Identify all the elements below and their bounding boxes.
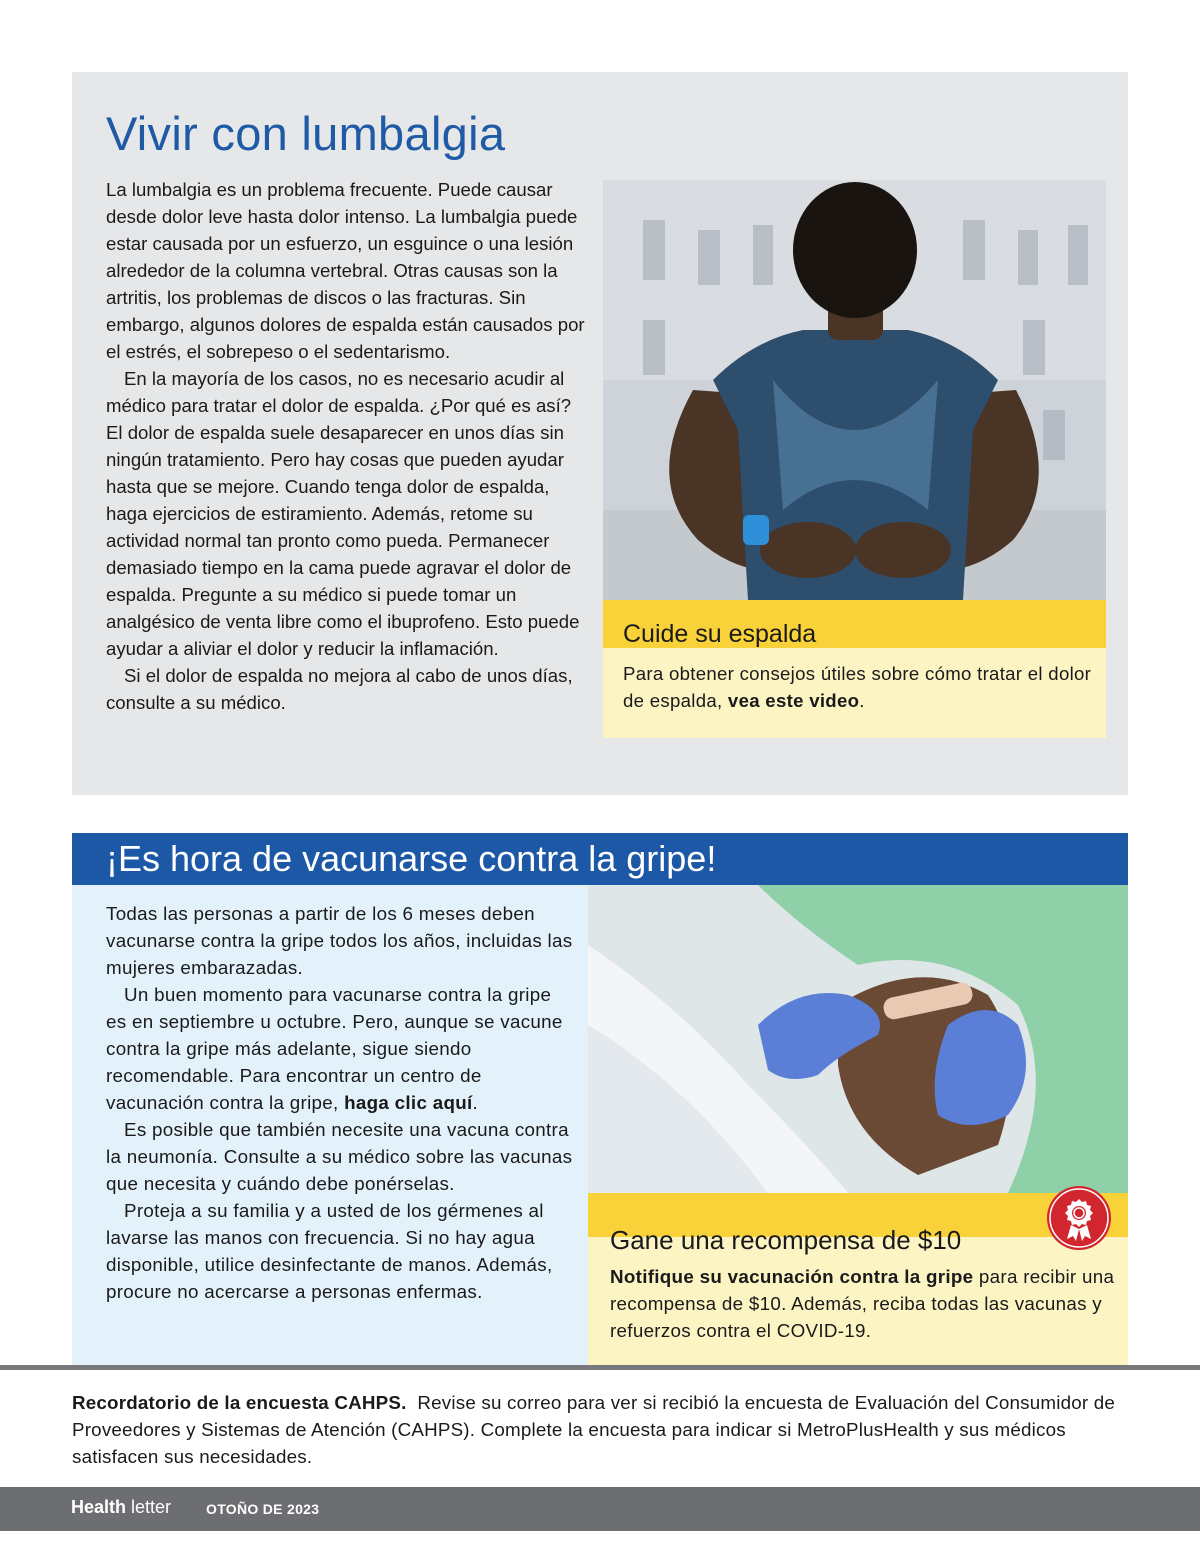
tip-text <box>623 660 1093 714</box>
reward-text-rest: para recibir una recompensa de $10. Además, reciba todas las vacunas y refuerzos contra el COVID-19. <box>610 1266 1115 1341</box>
lumbar-title: Vivir con lumbalgia <box>106 107 506 160</box>
watch-video-link[interactable]: vea este video <box>727 690 860 711</box>
lumbar-section <box>72 72 1128 795</box>
lumbar-body <box>106 176 590 716</box>
reward-box <box>588 1193 1128 1365</box>
flu-paragraph-4: Proteja a su familia y a usted de los gérmenes al lavarse las manos con frecuencia. Si no hay agua disponible, utilice desinfectante de manos. Además, procure no acercarse a personas enfermas. <box>106 1200 553 1302</box>
flu-title: ¡Es hora de vacunarse contra la gripe! <box>106 838 717 879</box>
section-divider <box>0 1365 1200 1370</box>
footer-brand-bold: Health <box>71 1497 127 1517</box>
tip-title: Cuide su espalda <box>623 620 817 648</box>
lumbar-paragraph-3: Si el dolor de espalda no mejora al cabo de unos días, consulte a su médico. <box>106 665 573 713</box>
vaccination-illustration <box>588 885 1128 1193</box>
award-ribbon-icon <box>1046 1185 1112 1251</box>
page-footer <box>0 1487 1200 1531</box>
flu-paragraph-3: Es posible que también necesite una vacuna contra la neumonía. Consulte a su médico sobre las vacunas que necesita y cuándo debe ponérselas. <box>106 1119 573 1194</box>
flu-body <box>106 900 576 1305</box>
tip-text-end: . <box>859 690 865 711</box>
vaccination-photo <box>588 885 1128 1193</box>
reward-text <box>610 1263 1115 1344</box>
flu-banner <box>72 833 1128 885</box>
back-pain-illustration <box>603 180 1106 600</box>
cahps-text: Revise su correo para ver si recibió la encuesta de Evaluación del Consumidor de Proveedores y Sistemas de Atención (CAHPS). Complete la encuesta para indicar si MetroPlusHealth y sus médicos satisfacen sus necesidades. <box>72 1392 1116 1467</box>
back-pain-photo <box>603 180 1106 600</box>
cahps-reminder <box>72 1389 1128 1470</box>
reward-title: Gane una recompensa de $10 <box>610 1225 962 1255</box>
flu-paragraph-2 <box>106 981 576 1116</box>
flu-paragraph-2-end: . <box>472 1092 479 1113</box>
find-vaccine-center-link[interactable]: haga clic aquí <box>344 1092 473 1113</box>
footer-brand-light: letter <box>131 1497 172 1517</box>
flu-paragraph-2-text: Un buen momento para vacunarse contra la gripe es en septiembre u octubre. Pero, aunque se vacune contra la gripe más adelante, sigue siendo recomendable. Para encontrar un centro de vacunación contra la gripe, <box>106 984 563 1113</box>
flu-paragraph-1: Todas las personas a partir de los 6 meses deben vacunarse contra la gripe todos los años, incluidas las mujeres embarazadas. <box>106 903 573 978</box>
footer-season: OTOÑO DE 2023 <box>206 1501 320 1517</box>
footer-brand <box>71 1497 171 1518</box>
lumbar-paragraph-1: La lumbalgia es un problema frecuente. Puede causar desde dolor leve hasta dolor intenso. La lumbalgia puede estar causada por un esfuerzo, un esguince o una lesión alrededor de la columna vertebral. Otras causas son la artritis, los problemas de discos o las fracturas. Sin embargo, algunos dolores de espalda están causados por el estrés, el sobrepeso o el sedentarismo. <box>106 179 585 362</box>
back-care-tip <box>603 600 1106 738</box>
report-flu-vaccine-link[interactable]: Notifique su vacunación contra la gripe <box>610 1266 974 1287</box>
tip-text-lead: Para obtener consejos útiles sobre cómo tratar el dolor de espalda, <box>623 663 1092 711</box>
flu-section <box>72 885 588 1365</box>
cahps-lead: Recordatorio de la encuesta CAHPS. <box>72 1392 407 1413</box>
lumbar-paragraph-2: En la mayoría de los casos, no es necesario acudir al médico para tratar el dolor de espalda. ¿Por qué es así? El dolor de espalda suele desaparecer en unos días sin ningún tratamiento. Pero hay cosas que pueden ayudar hasta que se mejore. Cuando tenga dolor de espalda, haga ejercicios de estiramiento. Además, retome su actividad normal tan pronto como pueda. Permanecer demasiado tiempo en la cama puede agravar el dolor de espalda. Pregunte a su médico si puede tomar un analgésico de venta libre como el ibuprofeno. Esto puede ayudar a aliviar el dolor y reducir la inflamación. <box>106 368 580 659</box>
